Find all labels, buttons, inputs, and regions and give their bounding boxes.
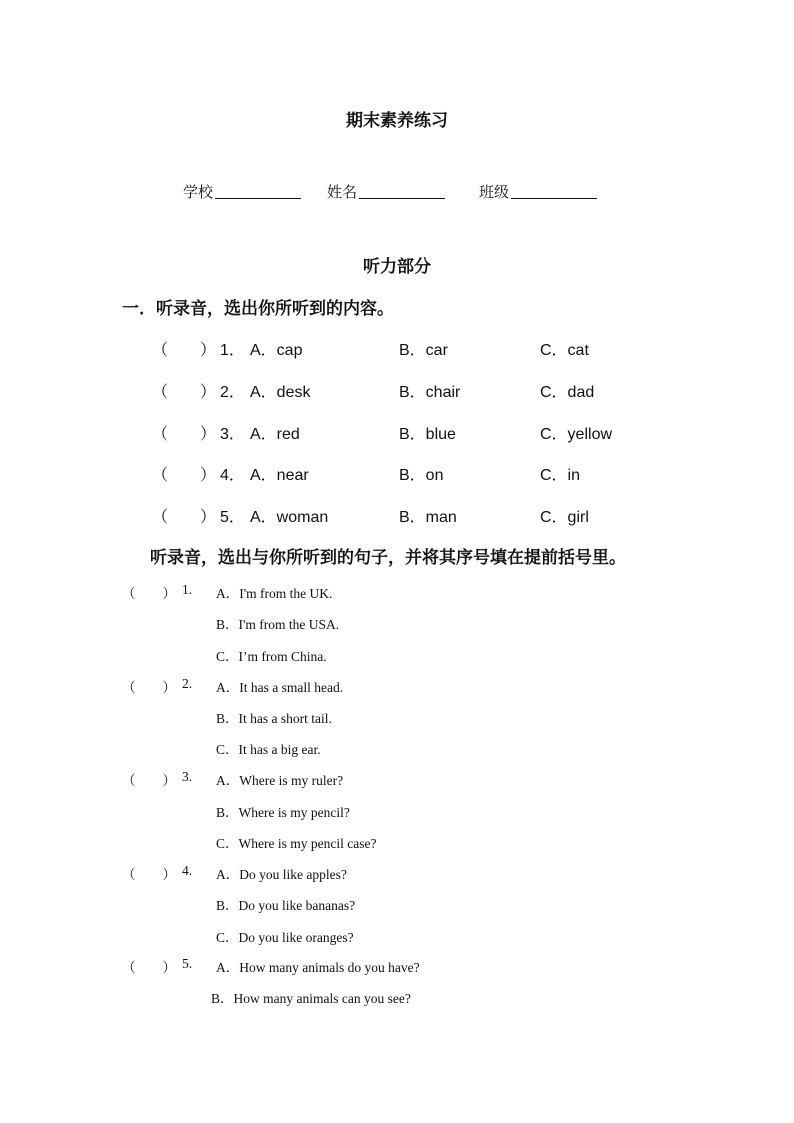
part2-heading: 听录音，选出与你所听到的句子，并将其序号填在提前括号里。 <box>150 548 626 568</box>
option-b: B．Do you like bananas? <box>216 898 356 913</box>
answer-paren[interactable]: （ ） <box>152 426 217 443</box>
answer-paren[interactable]: （ ） <box>152 509 217 526</box>
option-a: A．cap <box>250 342 303 359</box>
answer-paren[interactable]: （ ） <box>122 773 176 788</box>
option-a: A．red <box>250 426 300 443</box>
option-b: B．blue <box>399 426 456 443</box>
option-c: C．cat <box>540 342 589 359</box>
option-a: A．near <box>250 467 309 484</box>
option-c: C．girl <box>540 509 589 526</box>
answer-paren[interactable]: （ ） <box>152 467 217 484</box>
option-c: C．Do you like oranges? <box>216 930 354 945</box>
question-number: 2. <box>182 676 193 691</box>
option-a: A．woman <box>250 509 329 526</box>
option-b: B．car <box>399 342 448 359</box>
class-field <box>479 181 597 202</box>
option-b: B．man <box>399 509 457 526</box>
answer-paren[interactable]: （ ） <box>122 680 176 695</box>
option-b: B．It has a short tail. <box>216 711 332 726</box>
question-number: 4． <box>220 467 245 484</box>
option-b: B．I'm from the USA. <box>216 617 340 632</box>
option-a: A．Do you like apples? <box>216 867 347 882</box>
option-c: C．dad <box>540 384 595 401</box>
answer-paren[interactable]: （ ） <box>122 586 176 601</box>
section-title: 听力部分 <box>363 257 431 277</box>
name-label: 姓名 <box>327 183 358 201</box>
option-a: A．How many animals do you have? <box>216 960 420 975</box>
school-field <box>183 181 301 202</box>
name-field <box>327 181 445 202</box>
option-a: A．I'm from the UK. <box>216 586 333 601</box>
page-title: 期末素养练习 <box>346 111 448 131</box>
question-number: 5. <box>182 956 193 971</box>
option-a: A．Where is my ruler? <box>216 773 344 788</box>
option-b: B．on <box>399 467 444 484</box>
option-b: B．Where is my pencil? <box>216 805 350 820</box>
class-blank[interactable] <box>511 183 597 199</box>
option-c: C．Where is my pencil case? <box>216 836 377 851</box>
answer-paren[interactable]: （ ） <box>152 342 217 359</box>
question-number: 1. <box>182 582 193 597</box>
school-label: 学校 <box>183 183 214 201</box>
option-c: C．I’m from China. <box>216 649 327 664</box>
answer-paren[interactable]: （ ） <box>122 960 176 975</box>
question-number: 4. <box>182 863 193 878</box>
option-c: C．in <box>540 467 581 484</box>
answer-paren[interactable]: （ ） <box>152 384 217 401</box>
answer-paren[interactable]: （ ） <box>122 867 176 882</box>
question-number: 3. <box>182 769 193 784</box>
question-number: 2． <box>220 384 245 401</box>
question-number: 3． <box>220 426 245 443</box>
question-number: 1． <box>220 342 245 359</box>
option-a: A．It has a small head. <box>216 680 344 695</box>
name-blank[interactable] <box>359 183 445 199</box>
option-b: B．chair <box>399 384 461 401</box>
option-a: A．desk <box>250 384 311 401</box>
class-label: 班级 <box>479 183 510 201</box>
part1-heading: 一．听录音，选出你所听到的内容。 <box>122 299 394 319</box>
option-c: C．yellow <box>540 426 613 443</box>
option-b: B．How many animals can you see? <box>211 991 411 1006</box>
question-number: 5． <box>220 509 245 526</box>
option-c: C．It has a big ear. <box>216 742 321 757</box>
school-blank[interactable] <box>215 183 301 199</box>
